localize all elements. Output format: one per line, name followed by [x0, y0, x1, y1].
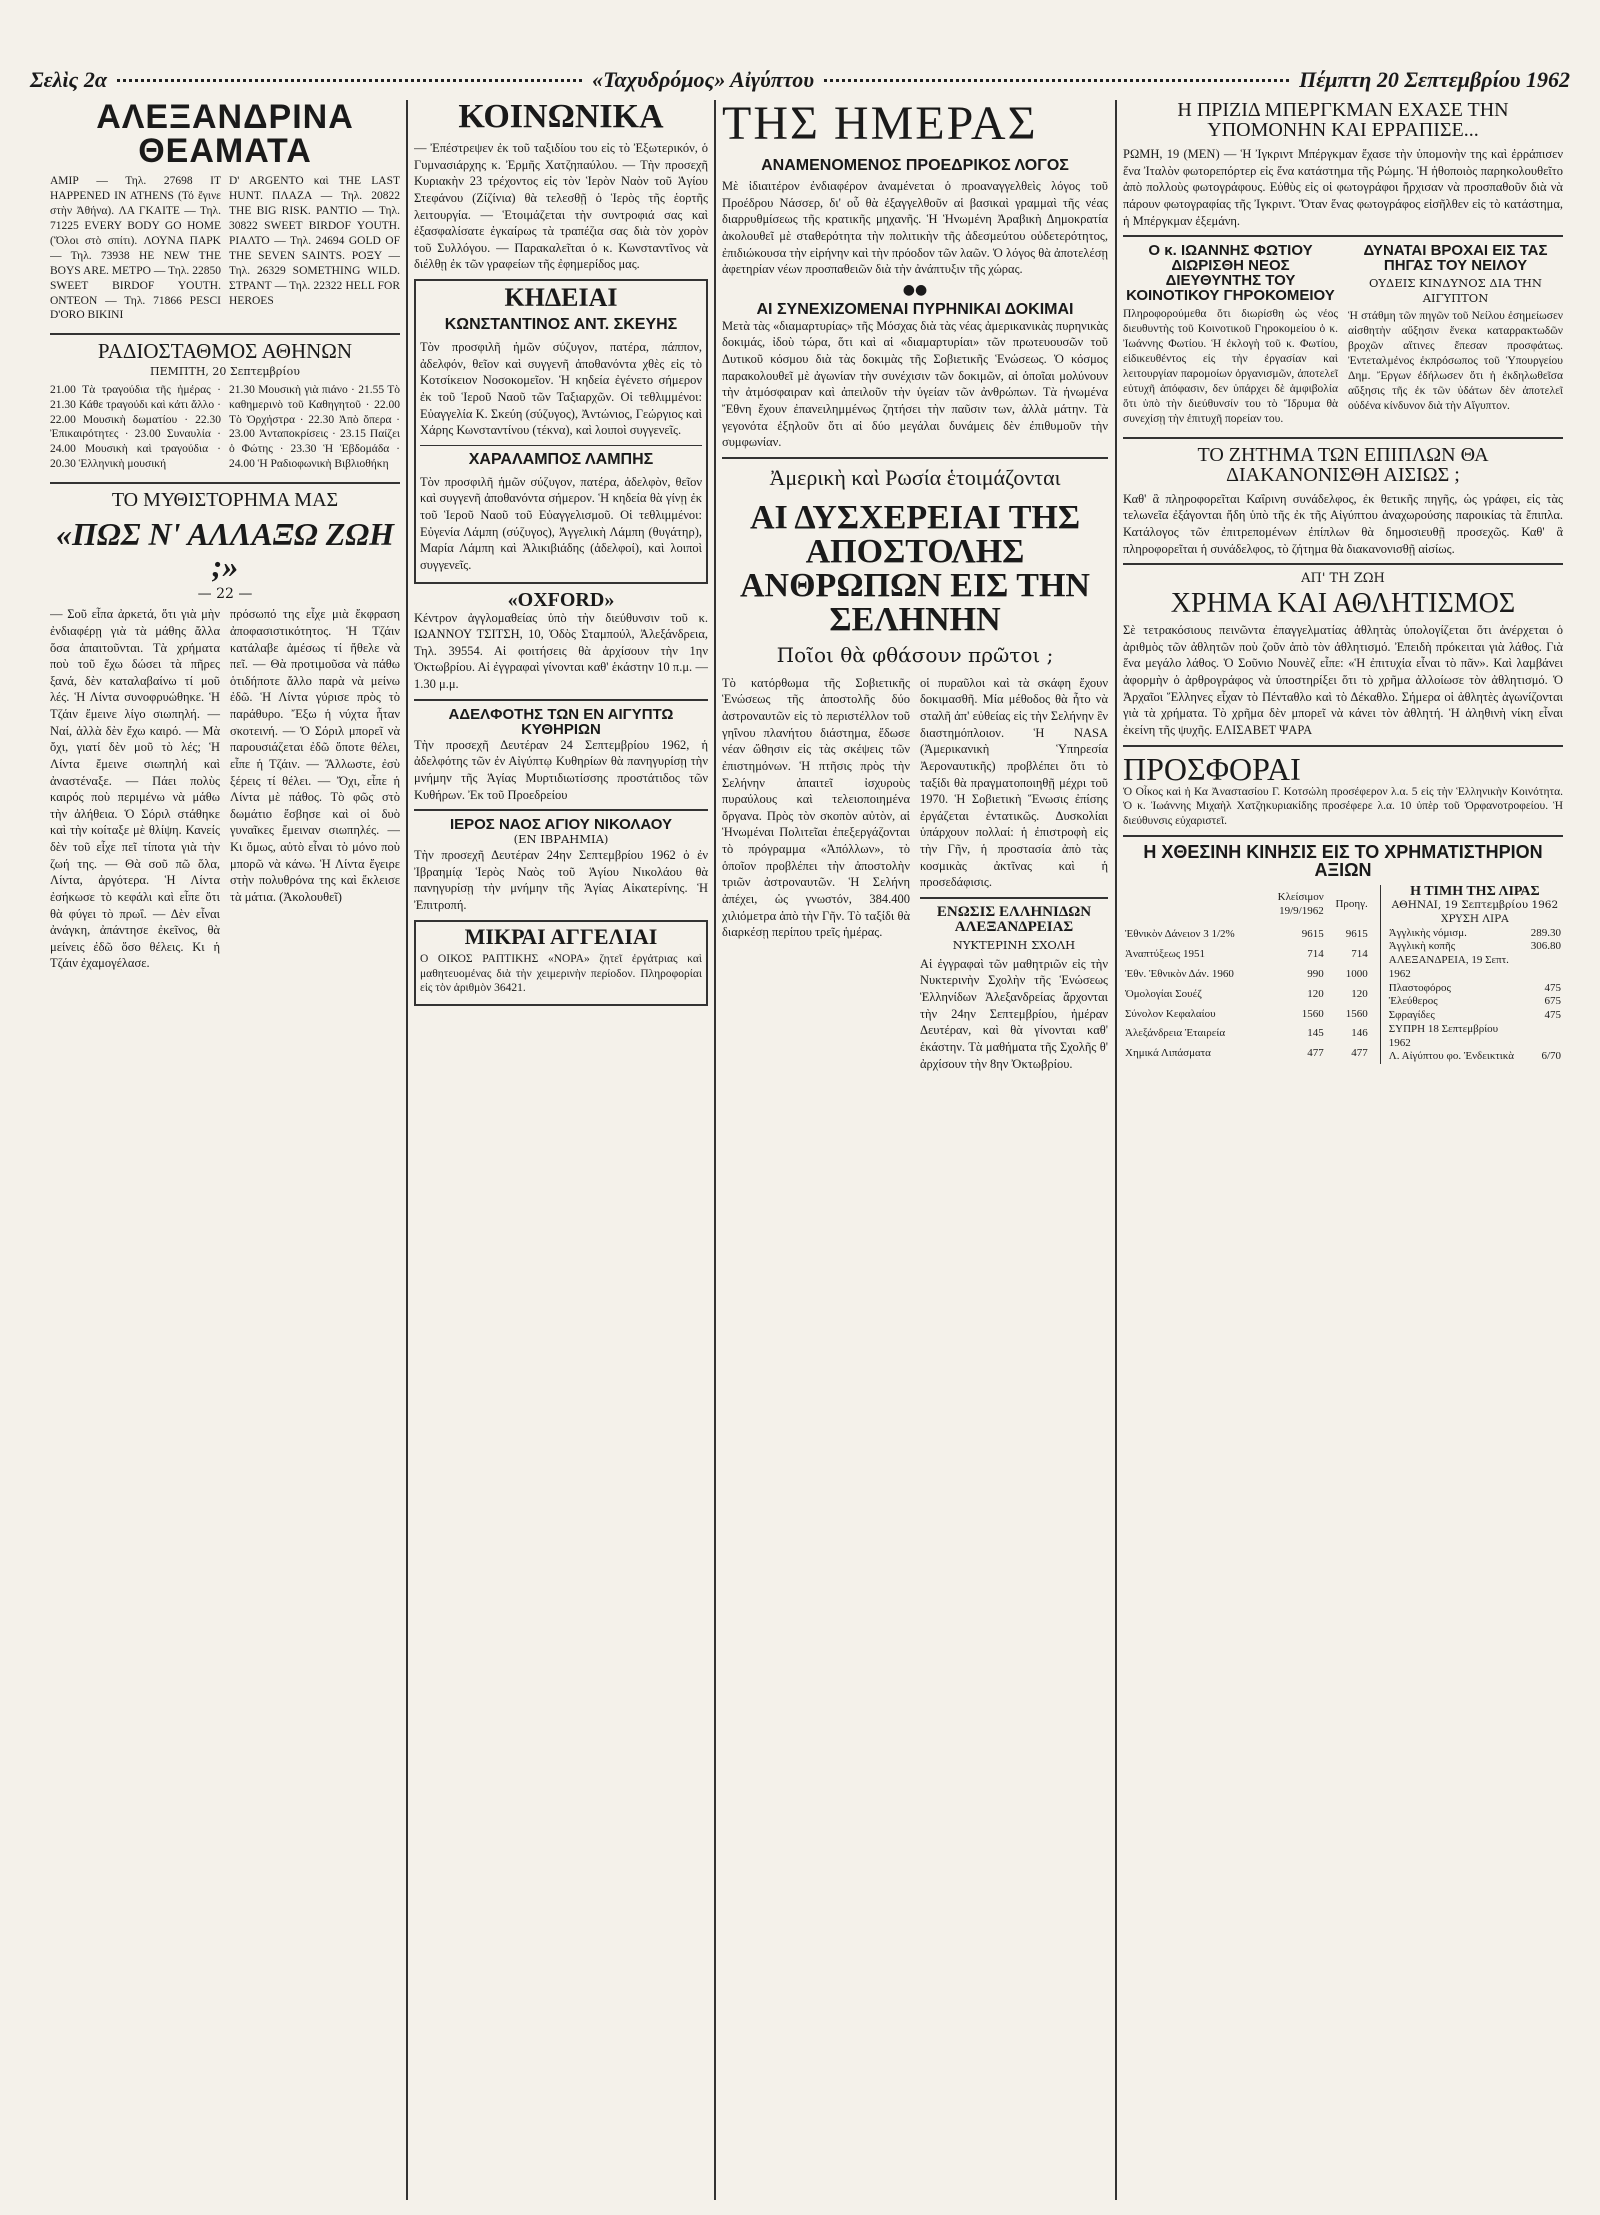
row-value: 475 [1544, 1009, 1561, 1022]
classifieds-text: Ο ΟΙΚΟΣ ΡΑΠΤΙΚΗΣ «ΝΟΡΑ» ζητεῖ ἐργάτριας καὶ μαθητευομένας διὰ τὴν χειμερινὴν περίοδον. Πληροφορίαι εἰς τὸν ἀριθμὸν 36421. [420, 952, 702, 995]
row-value: 475 [1544, 981, 1561, 994]
school-title: ΕΝΩΣΙΣ ΕΛΛΗΝΙΔΩΝ ΑΛΕΞΑΝΔΡΕΙΑΣ [936, 903, 1092, 935]
school-text: Αἱ ἐγγραφαὶ τῶν μαθητριῶν εἰς τὴν Νυκτερινὴν Σχολὴν τῆς Ἑνώσεως Ἑλληνίδων Ἀλεξανδρείας ἄρχονται τὴν 24ην Σεπτεμβρίου, ἡμέραν Δευτέραν, καὶ θὰ γίνονται καθ' ἑκάστην. Τὰ μαθήματα τῆς Σχολῆς θ' ἀρχίσουν τὴν 8ην Ὀκτωβρίου. [920, 956, 1108, 1071]
section-rule [50, 333, 400, 335]
stock-row [1123, 945, 1370, 965]
social-title: ΚΟΙΝΩΝΙΚΑ [458, 100, 664, 135]
gold-row [1387, 982, 1563, 996]
nile-sub: ΟΥΔΕΙΣ ΚΙΝΔΥΝΟΣ ΔΙΑ ΤΗΝ ΑΙΓΥΠΤΟΝ [1369, 276, 1542, 306]
row-value: 146 [1351, 1027, 1368, 1040]
section-rule [722, 457, 1108, 459]
nile-text: Ἡ στάθμη τῶν πηγῶν τοῦ Νείλου ἐσημείωσεν αἰσθητὴν αὔξησιν ἕνεκα καταρρακτωδῶν βροχῶν αἵτινες ἔπεσαν προσφάτως. Ἐντεταλμένος ἐκπρόσωπος τοῦ Ὑπουργείου Δημ. Ἔργων ἐδήλωσεν ὅτι ἡ ἐκδηλωθεῖσα αὔξησις τῆς ἐκ τῶν ὑδάτων δὲν ἀποτελεῖ οὐδένα κίνδυνον διὰ τὴν Αἴγυπτον. [1348, 310, 1563, 412]
row-value: 120 [1307, 987, 1324, 1000]
gold-box [1380, 885, 1563, 1064]
gold-sub: ΑΘΗΝΑΙ, 19 Σεπτεμβρίου 1962 ΧΡΥΣΗ ΛΙΡΑ [1391, 899, 1559, 925]
column-divider [714, 100, 716, 2200]
bergman-title: Η ΠΡΙΖΙΔ ΜΠΕΡΓΚΜΑΝ ΕΧΑΣΕ ΤΗΝ ΥΠΟΜΟΝΗΝ ΚΑΙ ΕΡΡΑΠΙΣΕ... [1177, 100, 1509, 141]
fotiou-article [1123, 243, 1338, 431]
section-rule [1123, 835, 1563, 837]
row-value: 675 [1544, 995, 1561, 1008]
row-label: Ἐλεύθερος [1388, 995, 1438, 1008]
column-divider [1115, 100, 1117, 2200]
nile-article [1348, 243, 1563, 431]
second-title: ΑΙ ΣΥΝΕΧΙΖΟΜΕΝΑΙ ΠΥΡΗΝΙΚΑΙ ΔΟΚΙΜΑΙ [756, 300, 1074, 318]
column-2 [414, 100, 708, 2200]
section-rule [414, 699, 708, 701]
fotiou-title: Ο κ. ΙΩΑΝΝΗΣ ΦΩΤΙΟΥ ΔΙΩΡΙΣΘΗ ΝΕΟΣ ΔΙΕΥΘΥΝΤΗΣ ΤΟΥ ΚΟΙΝΟΤΙΚΟΥ ΓΗΡΟΚΟΜΕΙΟΥ [1126, 242, 1335, 305]
row-value: 990 [1307, 967, 1324, 980]
row-label: Ἐθν. Ἐθνικὸν Δάν. 1960 [1125, 967, 1234, 980]
row-value: 1000 [1345, 967, 1368, 980]
row-value: 477 [1307, 1047, 1324, 1060]
space-title: ΑΙ ΔΥΣΧΕΡΕΙΑΙ ΤΗΣ ΑΠΟΣΤΟΛΗΣ ΑΝΘΡΩΠΩΝ ΕΙΣ ΤΗΝ ΣΕΛΗΝΗΝ [740, 498, 1090, 638]
novel-text-left: — Σοῦ εἶπα ἀρκετά, ὅτι γιὰ μὴν ἐνδιαφέρῃ γιὰ τὰ μάθης ἄλλα ὅσα ἀπαιτοῦνται. Τὰ χρήματα ποὺ τοῦ ἔχω δώσει τὰ πῆρες ξανά, δὲν καταλαβαίνω τί μοῦ λές. Ἡ Λίντα συνοφρυώθηκε. Ἡ Τζάιν ἔμεινε λίγο σιωπηλή. — Ναί, ἀλλὰ δὲν ἔχω καιρό. — Μὰ ὄχι, γιατί δὲν μοῦ τὸ λές; Ἡ Λίντα ἔμεινε σιωπηλή καὶ ἀναστέναξε. — Πάει πολὺς καιρός ποὺ περιμένω νὰ μάθω τὴν ἀλήθεια. Ὁ Σόριλ στάθηκε καὶ τὴν κοίταξε μὲ θλίψη. Κανείς δὲν τοῦ εἶχε πεῖ τίποτα γιὰ τὴν ζωή της. — Θὰ σοῦ πῶ ὅλα, Λίντα, ἀργότερα. Ἡ Λίντα ἐσήκωσε τὸ κεφάλι καὶ εἶπε ὅτι θὰ φύγει τὸ πρωΐ. — Δὲν εἶναι ἀνάγκη, ἀπάντησε ἐκεῖνος, θὰ μείνεις ἐδῶ ὅσο θέλεις. Κι ἡ Τζάιν ἐχαμογέλασε. [50, 607, 220, 971]
radio-listing [50, 383, 400, 477]
gold-row [1387, 1023, 1563, 1051]
offers-text: Ὁ Οἶκος καὶ ἡ Κα Ἀναστασίου Γ. Κοτσώλη προσέφερον λ.α. 5 εἰς τὴν Ἑλληνικὴν Κοινότητα. Ὁ κ. Ἰωάννης Μιχαὴλ Χατζηκυριακίδης προσέφερε λ.α. 10 ὑπὲρ τοῦ Ὀρφανοτροφείου. Ἡ διεύθυνσις εὐχαριστεῖ. [1123, 785, 1563, 828]
gold-table [1387, 927, 1563, 1065]
row-label: Ἀγγλικὴς νόμισμ. [1388, 926, 1467, 939]
row-label: Ἀγγλικὴ κοπῆς [1388, 940, 1456, 953]
row-value: 145 [1307, 1027, 1324, 1040]
gold-row [1387, 1050, 1563, 1064]
theatres-left: ΑΜΙΡ — Τηλ. 27698 IT HAPPENED IN ATHENS (Τό ἔγινε στὴν Ἀθήνα). ΛΑ ΓΚΑΙΤΕ — Τηλ. 71225 EVERY BODY GO HOME (Ὅλοι στὸ σπίτι). ΛΟΥΝΑ ΠΑΡΚ — Τηλ. 73938 HE NEW THE BOYS ARE. ΜΕΤΡΟ — Τηλ. 22850 SWEET BIRDOF YOUTH. ΟΝΤΕΟΝ — Τηλ. 71866 PESCI D'ORO BIKINI [50, 175, 221, 322]
social-text: — Ἐπέστρεψεν ἐκ τοῦ ταξιδίου του εἰς τὸ Ἐξωτερικόν, ὁ Γυμνασιάρχης κ. Ἐρμῆς Χατζηπαύλου. — Τὴν προσεχῆ Κυριακὴν 23 τρέχοντος εἰς τὸν Ἱερὸν Ναὸν τοῦ Ἁγίου Στεφάνου (Ζίζίνια) θὰ τελεσθῇ ὁ Ἱερὸς τῆς ἑορτῆς λειτουργία. — Ἑτοιμάζεται τὴν συντροφιά σας καὶ ἐξασφαλίσατε ἐγκαίρως τὰ τραπέζια σας διὰ τὸν χορὸν τοῦ Συλλόγου. — Παρακαλεῖται ὁ κ. Κωνσταντῖνος νὰ διέλθῃ ἐκ τῶν γραφείων τῆς ἐφημερίδος μας. [414, 141, 708, 272]
row-value [1519, 954, 1563, 982]
novel-title: «ΠΩΣ Ν' ΑΛΛΑΞΩ ΖΩΗ ;» [55, 516, 395, 585]
stock-row [1123, 885, 1370, 925]
radio-date: ΠΕΜΠΤΗ, 20 Σεπτεμβρίου [150, 365, 300, 379]
row-label: Λ. Αἰγύπτου φο. Ἐνδεικτικὰ [1388, 1050, 1515, 1063]
theatres-right: D' ARGENTO καὶ THE LAST HUNT. ΠΛΑΖΑ — Τηλ. 20822 THE BIG RISK. ΡΑΝΤΙΟ — Τηλ. 30822 SWEET BIRDOF YOUTH. ΡΙΑΛΤΟ — Τηλ. 24694 GOLD OF THE SEVEN SAINTS. ΡΟΞΥ — Τηλ. 26329 SOMETHING WILD. ΣΤΡΑΝΤ — Τηλ. 22322 HELL FOR HEROES [229, 175, 400, 307]
church-text: Τὴν προσεχῆ Δευτέραν 24 Σεπτεμβρίου 1962, ἡ ἀδελφότης τῶν ἐν Αἰγύπτῳ Κυθηρίων θὰ πανηγυρίσῃ τὴν μνήμην τῆς Ἁγίας Μυρτιδιωτίσσης προστάτιδος τῶν Κυθήρων. Ἐκ τοῦ Προεδρείου [414, 737, 708, 802]
gold-title: Η ΤΙΜΗ ΤΗΣ ΛΙΡΑΣ [1410, 884, 1540, 900]
sport-kicker: ΑΠ' ΤΗ ΖΩΗ [1301, 571, 1385, 587]
section-rule [50, 482, 400, 484]
gold-row [1387, 927, 1563, 941]
row-label: Χημικά Λιπάσματα [1125, 1047, 1211, 1060]
row-label: Πλαστοφόρος [1388, 981, 1451, 994]
page-header [30, 66, 1570, 94]
row-label: Σύνολον Κεφαλαίου [1125, 1007, 1216, 1020]
theatres-title: ΑΛΕΞΑΝΔΡΙΝΑ ΘΕΑΜΑΤΑ [96, 100, 354, 170]
header-rule [824, 79, 1289, 82]
stock-title: Η ΧΘΕΣΙΝΗ ΚΙΝΗΣΙΣ ΕΙΣ ΤΟ ΧΡΗΜΑΤΙΣΤΗΡΙΟΝ ΑΞΙΩΝ [1143, 842, 1543, 881]
stock-row [1123, 1044, 1370, 1064]
stock-row [1123, 965, 1370, 985]
oxford-title: «OXFORD» [507, 588, 615, 611]
classifieds-title: ΜΙΚΡΑΙ ΑΓΓΕΛΙΑΙ [464, 923, 658, 949]
separator-dots: ●● [902, 281, 928, 298]
obituaries-box [414, 279, 708, 584]
radio-left: 21.00 Τὰ τραγούδια τῆς ἡμέρας · 21.30 Κάθε τραγούδι καὶ κάτι ἄλλο · 22.00 Μουσικὴ δωματίου · 22.30 Ἐπικαιρότητες · 23.00 Συναυλία · 24.00 Μουσικὴ καὶ τραγούδια · 20.30 Ἑλληνικὴ μουσική [50, 383, 221, 471]
obit-1-name: ΚΩΝΣΤΑΝΤΙΝΟΣ ΑΝΤ. ΣΚΕΥΗΣ [444, 316, 678, 333]
row-value: 714 [1351, 947, 1368, 960]
market-tables [1123, 885, 1563, 1064]
column-1 [50, 100, 400, 2200]
row-value: 9615 [1345, 928, 1368, 941]
furniture-title: ΤΟ ΖΗΤΗΜΑ ΤΩΝ ΕΠΙΠΛΩΝ ΘΑ ΔΙΑΚΑΝΟΝΙΣΘΗ ΑΙΣΙΩΣ ; [1197, 443, 1489, 486]
space-text-left: Τὸ κατόρθωμα τῆς Σοβιετικῆς Ἑνώσεως τῆς ἀποστολῆς δύο ἀστροναυτῶν εἰς τὸ περιστέλλον τοῦ γηΐνου πλανήτου διάστημα, ἔδωσε νέαν ὤθησιν εἰς τὰς σκέψεις τῶν ἐπιστημόνων. Ἡ πτῆσις πρὸς τὴν Σελήνην ἀπαιτεῖ ἰσχυροὺς πυραύλους καὶ τελειοποιημένα ὄργανα. Πρὸς τὸν σκοπὸν αὐτὸν, αἱ Ἡνωμέναι Πολιτεῖαι ἐπεξεργάζονται τὸ πρόγραμμα «Ἀπόλλων», τὸ ὁποῖον προβλέπει τὴν ἀποστολὴν τριῶν ἀστροναυτῶν. Ἡ Σελήνη ἀπέχει, ὡς γνωστόν, 384.400 χιλιόμετρα ἀπὸ τὴν Γῆν. Τὸ ταξίδι θὰ διαρκέσῃ περίπου τρεῖς ἡμέρας. [722, 675, 910, 940]
obit-2-text: Τὸν προσφιλῆ ἡμῶν σύζυγον, πατέρα, ἀδελφὸν, θεῖον καὶ συγγενῆ ἀποθανόντα σήμερον. Ἡ κηδεία θὰ γίνῃ ἐκ τοῦ Ἱεροῦ Ναοῦ τοῦ Εὐαγγελισμοῦ. Οἱ τεθλιμμένοι: Εὐγενία Λάμπη (σύζυγος), Ἀγγελικὴ Λάμπη (θυγάτηρ), Μαρία Λάμπη καὶ Ἀλικιβιάδης (ἀδελφοί), καὶ λοιποὶ συγγενεῖς. [420, 474, 702, 572]
row-value: 1560 [1301, 1007, 1324, 1020]
stock-row [1123, 1004, 1370, 1024]
section-rule [1123, 437, 1563, 439]
bergman-text: ΡΩΜΗ, 19 (ΜΕΝ) — Ἡ Ἰγκριντ Μπέργκμαν ἔχασε τὴν ὑπομονὴν της καὶ ἐρράπισεν ἕνα Ἰταλὸν φωτορεπόρτερ εἰς ἕνα κατάστημα τῆς Ρώμης. Ἡ ἠθοποιὸς παρηκολουθεῖτο ἀπὸ πολλοὺς φωτογράφους. Εὐθὺς εἰς οἱ φωτογράφοι ἤρχισαν νὰ προσπαθοῦν διὰ νὰ πάρουν φωτογραφίας τῆς Ἰγκριντ. Ὅταν ἕνας φωτογράφος εἰσῆλθεν εἰς τὸ κατάστημα, ἡ Μπέργκμαν ἐξεμάνη. [1123, 147, 1563, 228]
paper-name: «Ταχυδρόμος» Αἰγύπτου [592, 67, 814, 92]
section-rule [420, 445, 702, 446]
classifieds-box [414, 920, 708, 1007]
novel-body [50, 606, 400, 976]
novel-part: — 22 — [197, 586, 253, 603]
obit-2-name: ΧΑΡΑΛΑΜΠΟΣ ΛΑΜΠΗΣ [468, 450, 654, 468]
row-label: ΣΥΠΡΗ 18 Σεπτεμβρίου 1962 [1388, 1022, 1499, 1049]
stock-row [1123, 985, 1370, 1005]
row-label: Ἀναπτύξεως 1951 [1125, 947, 1205, 960]
space-body [722, 675, 1108, 1076]
row-value: 306.80 [1530, 940, 1561, 953]
sport-title: ΧΡΗΜΑ ΚΑΙ ΑΘΛΗΤΙΣΜΟΣ [1170, 588, 1516, 620]
nikolaos-text: Τὴν προσεχῆ Δευτέραν 24ην Σεπτεμβρίου 1962 ὁ ἐν Ἰβραημίᾳ Ἱερὸς Ναὸς τοῦ Ἁγίου Νικολάου θὰ πανηγυρίσῃ τὴν μνήμην τῆς Ἁγίας Αἰκατερίνης. Ἡ Ἐπιτροπή. [414, 848, 708, 912]
nile-title: ΔΥΝΑΤΑΙ ΒΡΟΧΑΙ ΕΙΣ ΤΑΣ ΠΗΓΑΣ ΤΟΥ ΝΕΙΛΟΥ [1363, 242, 1548, 275]
space-subtitle: Ποῖοι θὰ φθάσουν πρῶτοι ; [776, 642, 1054, 667]
lead-title: ΑΝΑΜΕΝΟΜΕΝΟΣ ΠΡΟΕΔΡΙΚΟΣ ΛΟΓΟΣ [761, 157, 1069, 174]
space-text-right: οἱ πυραῦλοι καὶ τὰ σκάφη ἔχουν δοκιμασθῆ. Μία μέθοδος θὰ ἦτο νὰ σταλῆ ἀπ' εὐθείας εἰς τὴν Σελήνην ἓν διαστημόπλοιον. Ἡ NASA (Ἀμερικανικὴ Ὑπηρεσία Ἀεροναυτικῆς) προβλέπει ὅτι τὸ ταξίδι θὰ πραγματοποιηθῇ μέχρι τοῦ 1970. Ἡ Σοβιετικὴ Ἕνωσις ἐπίσης ἐργάζεται ἐντατικῶς. Δυσκολίαι ὑπάρχουν πολλαί: ἡ ἐπιστροφὴ εἰς τὴν Γῆν, ἡ προστασία ἀπὸ τὰς κοσμικὰς ἀκτῖνας καὶ ἡ προσεδάφισις. [920, 675, 1108, 890]
section-rule [414, 809, 708, 811]
lead-text: Μὲ ἰδιαιτέρον ἐνδιαφέρον ἀναμένεται ὁ προαναγγελθεὶς λόγος τοῦ Προέδρου Νάσσερ, δι' οὗ θὰ ἐξαγγελθοῦν αἱ βασικαὶ γραμμαὶ τῆς νέας διαρρυθμίσεως τῆς κρατικῆς μηχανῆς. Ἡ Ἡνωμένη Ἀραβικὴ Δημοκρατία ἀκολουθεῖ μὲ σταθερότητα τὴν πολιτικὴν τῆς ἀδεσμεύτου οὐδετερότητος, ἐπιδιώκουσα τὴν εἰρήνην καὶ τὴν πρόοδον τῶν λαῶν. Ὁ λόγος θὰ ἀποτελέσῃ ἀφετηρίαν νέων προσπαθειῶν διὰ τὴν ἀνάπτυξιν τῆς χώρας. [722, 179, 1108, 277]
column-3 [722, 100, 1108, 2200]
furniture-text: Καθ' ἃ πληροφορεῖται Καΐρινη συνάδελφος, ἐκ θετικῆς πηγῆς, ὡς γράφει, εἰς τὰς τελωνεῖα ἐξάγονται ἤδη ὑπὸ τῆς ἐκ τῆς Αἰγύπτου ἀναχωρούσης παροικίας τὰ ἔπιπλα. Κατάλογος τῶν ἐπιτρεπομένων ἐπίπλων θὰ δημοσιευθῇ προσεχῶς. Καθ' ἃ πληροφορεῖται ἡ συνάδελφος, τὸ ζήτημα θὰ διακανονισθῇ αἰσίως. [1123, 491, 1563, 556]
offers-title: ΠΡΟΣΦΟΡΑΙ [1123, 750, 1301, 787]
space-right-column [920, 675, 1108, 1076]
stock-row [1123, 1024, 1370, 1044]
row-value: 120 [1351, 987, 1368, 1000]
nikolaos-sub: (ΕΝ ΙΒΡΑΗΜΙΑ) [513, 832, 609, 847]
obit-1-text: Τὸν προσφιλῆ ἡμῶν σύζυγον, πατέρα, πάππον, ἀδελφόν, θεῖον καὶ συγγενῆ ἀποθανόντα χθὲς εἰς τὸ Κοτσίκειον Νοσοκομεῖον. Ἡ κηδεία ἐγένετο σήμερον ἐκ τοῦ Ἱεροῦ Ναοῦ τῶν Ταξιαρχῶν. Οἱ τεθλιμμένοι: Εὐαγγελία Κ. Σκεύη (σύζυγος), Ἀντώνιος, Γεώργιος καὶ Χάρης Κωνσταντίνου (τέκνα), καὶ λοιποὶ συγγενεῖς. [420, 340, 702, 438]
gold-row [1387, 995, 1563, 1009]
fotiou-text: Πληροφορούμεθα ὅτι διωρίσθη ὡς νέος διευθυντὴς τοῦ Κοινοτικοῦ Γηροκομείου ὁ κ. Ἰωάννης Φωτίου. Ἡ ἐκλογὴ τοῦ κ. Φωτίου, εἰδικευθέντος εἰς τὴν ἐργασίαν καὶ λειτουργίαν παρομοίων ὀργανισμῶν, ἀποτελεῖ εὐτυχῆ ἀπόφασιν, δεν ὑπάρχει δὲ ἀμφιβολία ὅτι ὑπὸ τὴν διεύθυνσίν του τὸ Ἵδρυμα θὰ συνεχίσῃ τὴν ἐπιτυχῆ πορείαν του. [1123, 308, 1338, 425]
oxford-text: Κέντρον ἀγγλομαθείας ὑπὸ τὴν διεύθυνσιν τοῦ κ. ΙΩΑΝΝΟΥ ΤΣΙΤΣΗ, 10, Ὁδὸς Σταμπούλ, Ἀλεξάνδρεια, Τηλ. 39554. Αἱ φοιτήσεις θὰ ἀρχίσουν τὴν 1ην Ὀκτωβρίου. Αἱ ἐγγραφαὶ γίνονται καθ' ἑκάστην 10 π.μ. — 1.30 μ.μ. [414, 610, 708, 691]
row-label: Ἐθνικὸν Δάνειον 3 1/2% [1125, 928, 1235, 941]
space-kicker: Ἀμερικὴ καὶ Ρωσία ἑτοιμάζονται [769, 464, 1061, 490]
theatres-listing [50, 174, 400, 327]
radio-title: ΡΑΔΙΟΣΤΑΘΜΟΣ ΑΘΗΝΩΝ [97, 339, 353, 364]
news-pair [1123, 243, 1563, 431]
row-label [1123, 885, 1276, 925]
church-title: ΑΔΕΛΦΟΤΗΣ ΤΩΝ ΕΝ ΑΙΓΥΠΤΩ ΚΥΘΗΡΙΩΝ [448, 705, 674, 738]
section-rule [1123, 745, 1563, 747]
row-value: Κλείσιμον 19/9/1962 [1277, 891, 1324, 918]
row-value [1519, 1023, 1563, 1051]
row-label: Σφραγίδες [1388, 1009, 1435, 1022]
gold-row [1387, 940, 1563, 954]
row-value: 477 [1351, 1047, 1368, 1060]
novel-kicker: ΤΟ ΜΥΘΙΣΤΟΡΗΜΑ ΜΑΣ [111, 489, 339, 512]
main-headline: ΤΗΣ ΗΜΕΡΑΣ [722, 100, 1038, 150]
row-label: Ἀλεξάνδρεια Ἐταιρεία [1125, 1027, 1226, 1040]
row-value: 9615 [1301, 928, 1324, 941]
row-value: 714 [1307, 947, 1324, 960]
radio-right: 21.30 Μουσικὴ γιὰ πιάνο · 21.55 Τὸ καθημερινὸ τοῦ Καθηγητοῦ · 22.00 Τὸ Ὀρχήστρα · 22.30 Ἀπὸ ὅπερα · 23.00 Ἀνταποκρίσεις · 23.15 Παίζει ὁ Φώτης · 23.30 Ἡ Ἑβδομάδα · 24.00 Ἡ Ραδιοφωνικὴ Βιβλιοθήκη [229, 383, 400, 471]
gold-row [1387, 1009, 1563, 1023]
section-rule [1123, 563, 1563, 565]
row-value: 6/70 [1541, 1050, 1561, 1063]
header-rule [117, 79, 582, 82]
school-sub: ΝΥΚΤΕΡΙΝΗ ΣΧΟΛΗ [952, 937, 1076, 952]
gold-row [1387, 954, 1563, 982]
issue-date: Πέμπτη 20 Σεπτεμβρίου 1962 [1299, 67, 1570, 92]
page-number: Σελὶς 2α [30, 67, 107, 92]
row-value: 1560 [1345, 1007, 1368, 1020]
section-rule [1123, 235, 1563, 237]
row-label: Ὁμολογίαι Σουέζ [1125, 987, 1202, 1000]
row-value: 289.30 [1530, 926, 1561, 939]
novel-text-right: πρόσωπό της εἶχε μιὰ ἔκφραση ἀποφασιστικότητος. Ἡ Τζάιν κατάλαβε ἀμέσως τί ἤθελε νὰ πεῖ. — Θὰ προτιμοῦσα νὰ πάθω ὁτιδήποτε ἄλλο παρὰ νὰ μείνω ἐδῶ. Ἡ Λίντα γύρισε πρὸς τὸ παράθυρο. Ἔξω ἡ νύχτα ἦταν σκοτεινή. — Ὁ Σόριλ μπορεῖ νὰ παρουσιάζεται ἐδῶ ὅποτε θέλει, εἶπε ἡ Τζάιν. — Ἄλλωστε, ἐσὺ ξέρεις τί θέλει. — Ὄχι, εἶπε ἡ Λίντα μὲ πάθος. Τὸ φῶς στὸ δωμάτιο ἔσβησε καὶ οἱ δυὸ γυναῖκες ἔμειναν σιωπηλές. — Κι ὅμως, αὐτὸ εἶναι τὸ μόνο ποὺ μπορῶ νὰ κάνω. Ἡ Λίντα ἔγειρε στὴν πολυθρόνα της καὶ ἔκλεισε τὰ μάτια. (Ἀκολουθεῖ) [230, 607, 400, 904]
stock-table [1123, 885, 1370, 1064]
second-text: Μετὰ τὰς «διαμαρτυρίας» τῆς Μόσχας διὰ τὰς νέας ἀμερικανικὰς πυρηνικὰς δοκιμάς, ἰδοὺ τώρα, ὅτι καὶ αἱ «διαμαρτυρίαι» τῶν πρωτευουσῶν τοῦ Δυτικοῦ κόσμου διὰ τὰς δοκιμὰς τῆς Σοβιετικῆς Ἑνώσεως. Ὁ κόσμος παρακολουθεῖ μὲ ἀγωνίαν τὴν συνέχισιν τῶν δοκιμῶν, αἱ ὁποῖαι μολύνουν τὴν ἀτμόσφαιραν καὶ ἀπειλοῦν τὴν ὑγείαν τῶν ἀνθρώπων. Τὰ ἡνωμένα Ἔθνη ἔχουν ἐπανειλημμένως ζητήσει τὴν παῦσιν των, ἀλλὰ μάτην. Τὰ γεγονότα ἐξηλοῦν ὅτι αἱ δύο μεγάλαι δυνάμεις δὲν ἐπιθυμοῦν τὴν συμφωνίαν. [722, 318, 1108, 450]
obituaries-title: ΚΗΔΕΙΑΙ [504, 283, 618, 312]
column-divider [406, 100, 408, 2200]
sport-text: Σὲ τετρακόσιους πεινῶντα ἐπαγγελματίας ἀθλητὰς ὑπολογίζεται ὅτι ἀνέρχεται ὁ ἀριθμὸς τῶν ἀθλητῶν ποὺ ζοῦν ἀπὸ τὸν ἀθλητισμό. Ἐπειδὴ πρόκειται γιὰ λάθος. Γιὰ ἕνα μεγάλο λάθος. Ὁ Σοῦνιο Νουνὲζ εἶπε: «Ἡ ἐπιτυχία εἶναι τὸ πᾶν». Καὶ λαμβάνει ἀφορμὴν ὁ ἀρθρογράφος νὰ ὑποστηρίξει ὅτι τὸ χρῆμα ἀλλοίωσε τὸν ἀθλητισμό. Ὁ Ἀρχαῖοι Ἕλληνες εἶχαν τὸ Πένταθλο καὶ τὸ Δέκαθλο. Σήμερα οἱ ἀθλητὲς ἀγωνίζονται γιὰ τὰ χρήματα. Τὸ χρῆμα δὲν μπορεῖ νὰ κάνει τὸν ἀθλητή. Ἡ ἀληθινὴ νίκη εἶναι ἐκείνη τῆς ψυχῆς. ΕΛΙΣΑΒΕΤ ΨΑΡΑ [1123, 623, 1563, 737]
row-label: ΑΛΕΞΑΝΔΡΕΙΑ, 19 Σεπτ. 1962 [1388, 954, 1509, 980]
section-rule [920, 897, 1108, 899]
stock-row [1123, 925, 1370, 945]
column-4 [1123, 100, 1563, 2200]
nikolaos-title: ΙΕΡΟΣ ΝΑΟΣ ΑΓΙΟΥ ΝΙΚΟΛΑΟΥ [449, 816, 673, 834]
row-value: Προηγ. [1335, 898, 1368, 911]
